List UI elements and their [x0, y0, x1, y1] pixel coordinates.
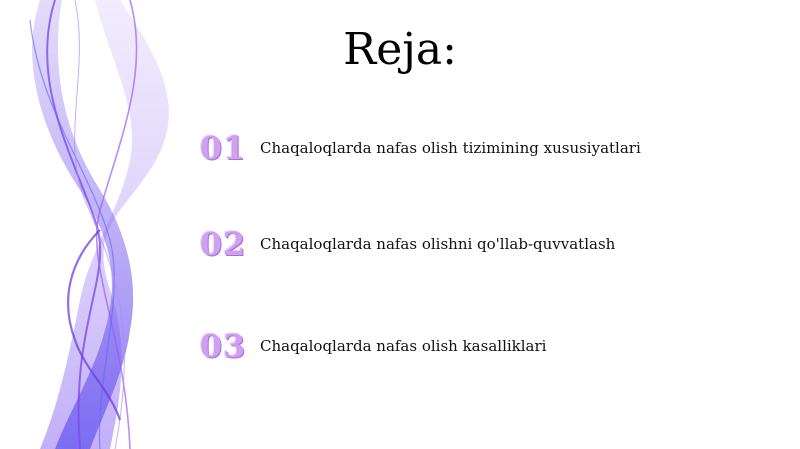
- list-item: [196, 324, 546, 368]
- slide-title: Reja:: [343, 24, 457, 75]
- item-text: Chaqaloqlarda nafas olishni qo'llab-quvvatlash: [260, 235, 616, 253]
- item-text: Chaqaloqlarda nafas olish tizimining xususiyatlari: [260, 139, 641, 157]
- list-item: [196, 126, 641, 170]
- list-item: [196, 222, 615, 266]
- item-number: 03: [199, 327, 247, 365]
- item-number: 02: [199, 225, 247, 263]
- item-text: Chaqaloqlarda nafas olish kasalliklari: [260, 337, 547, 355]
- purple-smoke-decoration: [0, 0, 200, 449]
- item-number: 01: [199, 129, 247, 167]
